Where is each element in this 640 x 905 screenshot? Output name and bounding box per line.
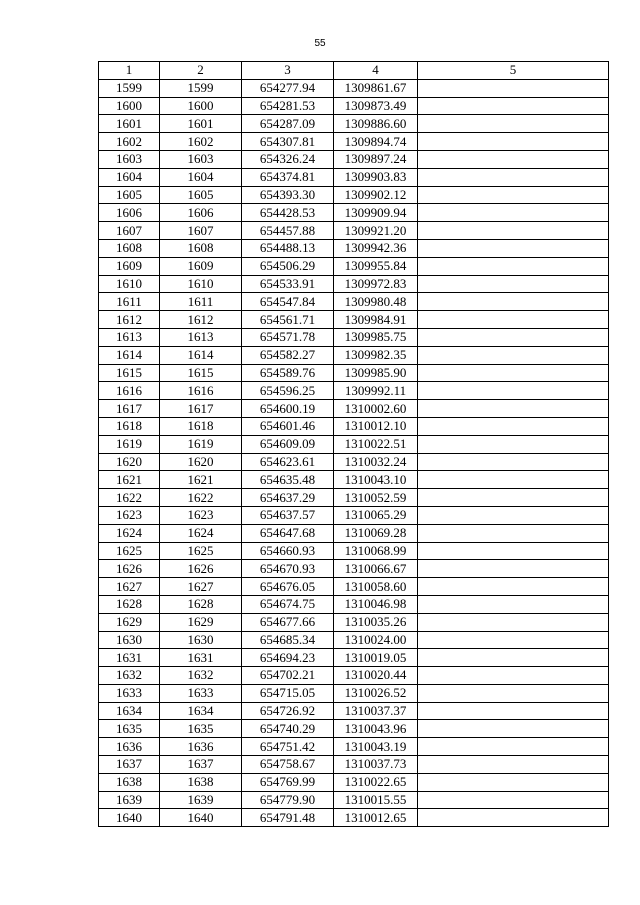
table-row xyxy=(99,115,609,133)
table-cell-col-2: 1610 xyxy=(160,275,242,293)
table-cell-col-1: 1609 xyxy=(99,257,160,275)
table-cell-col-5 xyxy=(418,346,609,364)
table-cell-col-4: 1309886.60 xyxy=(334,115,418,133)
table-cell-col-3: 654726.92 xyxy=(242,702,334,720)
table-cell-col-3: 654758.67 xyxy=(242,756,334,774)
table-cell-col-5 xyxy=(418,684,609,702)
table-row xyxy=(99,239,609,257)
table-cell-col-2: 1619 xyxy=(160,435,242,453)
table-cell-col-2: 1604 xyxy=(160,168,242,186)
table-cell-col-3: 654547.84 xyxy=(242,293,334,311)
table-cell-col-1: 1634 xyxy=(99,702,160,720)
table-row xyxy=(99,150,609,168)
table-cell-col-5 xyxy=(418,578,609,596)
table-cell-col-3: 654582.27 xyxy=(242,346,334,364)
table-cell-col-4: 1310043.19 xyxy=(334,738,418,756)
table-cell-col-5 xyxy=(418,275,609,293)
table-cell-col-5 xyxy=(418,471,609,489)
table-cell-col-2: 1606 xyxy=(160,204,242,222)
table-cell-col-2: 1624 xyxy=(160,524,242,542)
table-cell-col-2: 1630 xyxy=(160,631,242,649)
table-cell-col-5 xyxy=(418,311,609,329)
table-cell-col-5 xyxy=(418,239,609,257)
table-cell-col-5 xyxy=(418,400,609,418)
table-cell-col-4: 1310069.28 xyxy=(334,524,418,542)
table-row xyxy=(99,542,609,560)
table-cell-col-5 xyxy=(418,542,609,560)
table-cell-col-1: 1612 xyxy=(99,311,160,329)
table-row xyxy=(99,524,609,542)
table-cell-col-2: 1622 xyxy=(160,489,242,507)
table-cell-col-1: 1632 xyxy=(99,667,160,685)
table-cell-col-3: 654637.57 xyxy=(242,506,334,524)
table-cell-col-1: 1604 xyxy=(99,168,160,186)
table-cell-col-2: 1639 xyxy=(160,791,242,809)
table-row xyxy=(99,773,609,791)
table-cell-col-3: 654533.91 xyxy=(242,275,334,293)
table-cell-col-1: 1601 xyxy=(99,115,160,133)
table-cell-col-2: 1613 xyxy=(160,328,242,346)
table-cell-col-5 xyxy=(418,667,609,685)
table-cell-col-4: 1310066.67 xyxy=(334,560,418,578)
table-cell-col-2: 1633 xyxy=(160,684,242,702)
table-cell-col-3: 654281.53 xyxy=(242,97,334,115)
table-cell-col-2: 1640 xyxy=(160,809,242,827)
table-cell-col-4: 1310035.26 xyxy=(334,613,418,631)
table-cell-col-4: 1309984.91 xyxy=(334,311,418,329)
table-cell-col-1: 1625 xyxy=(99,542,160,560)
table-cell-col-4: 1310046.98 xyxy=(334,595,418,613)
table-cell-col-5 xyxy=(418,791,609,809)
table-cell-col-4: 1310037.37 xyxy=(334,702,418,720)
table-cell-col-3: 654685.34 xyxy=(242,631,334,649)
table-cell-col-4: 1310002.60 xyxy=(334,400,418,418)
table-cell-col-2: 1627 xyxy=(160,578,242,596)
coordinates-table xyxy=(98,61,609,827)
table-cell-col-1: 1633 xyxy=(99,684,160,702)
table-row xyxy=(99,809,609,827)
table-row xyxy=(99,667,609,685)
table-cell-col-3: 654670.93 xyxy=(242,560,334,578)
table-row xyxy=(99,649,609,667)
table-row xyxy=(99,364,609,382)
table-cell-col-4: 1310037.73 xyxy=(334,756,418,774)
table-cell-col-3: 654623.61 xyxy=(242,453,334,471)
header-col-2: 2 xyxy=(160,62,242,80)
table-cell-col-3: 654600.19 xyxy=(242,400,334,418)
table-cell-col-4: 1309921.20 xyxy=(334,222,418,240)
table-cell-col-1: 1600 xyxy=(99,97,160,115)
table-cell-col-5 xyxy=(418,595,609,613)
table-row xyxy=(99,560,609,578)
table-cell-col-5 xyxy=(418,756,609,774)
table-row xyxy=(99,168,609,186)
table-row xyxy=(99,204,609,222)
table-cell-col-4: 1309972.83 xyxy=(334,275,418,293)
header-row xyxy=(99,62,609,80)
table-row xyxy=(99,756,609,774)
table-cell-col-1: 1630 xyxy=(99,631,160,649)
table-row xyxy=(99,275,609,293)
table-cell-col-3: 654751.42 xyxy=(242,738,334,756)
table-row xyxy=(99,435,609,453)
table-cell-col-2: 1620 xyxy=(160,453,242,471)
table-cell-col-5 xyxy=(418,79,609,97)
table-cell-col-4: 1309873.49 xyxy=(334,97,418,115)
table-cell-col-4: 1310012.10 xyxy=(334,417,418,435)
table-cell-col-3: 654277.94 xyxy=(242,79,334,97)
table-cell-col-3: 654769.99 xyxy=(242,773,334,791)
table-cell-col-3: 654589.76 xyxy=(242,364,334,382)
table-cell-col-4: 1310022.51 xyxy=(334,435,418,453)
table-header xyxy=(99,62,609,80)
table-row xyxy=(99,631,609,649)
table-cell-col-2: 1605 xyxy=(160,186,242,204)
table-cell-col-3: 654677.66 xyxy=(242,613,334,631)
table-cell-col-1: 1617 xyxy=(99,400,160,418)
table-row xyxy=(99,257,609,275)
table-cell-col-1: 1635 xyxy=(99,720,160,738)
table-cell-col-5 xyxy=(418,702,609,720)
table-cell-col-1: 1628 xyxy=(99,595,160,613)
table-cell-col-1: 1631 xyxy=(99,649,160,667)
table-cell-col-3: 654307.81 xyxy=(242,133,334,151)
table-cell-col-2: 1634 xyxy=(160,702,242,720)
table-cell-col-2: 1636 xyxy=(160,738,242,756)
table-cell-col-5 xyxy=(418,649,609,667)
table-cell-col-1: 1637 xyxy=(99,756,160,774)
table-cell-col-1: 1602 xyxy=(99,133,160,151)
table-cell-col-5 xyxy=(418,773,609,791)
table-cell-col-4: 1310043.10 xyxy=(334,471,418,489)
table-cell-col-2: 1625 xyxy=(160,542,242,560)
table-cell-col-1: 1614 xyxy=(99,346,160,364)
table-body xyxy=(99,79,609,826)
table-cell-col-3: 654561.71 xyxy=(242,311,334,329)
table-cell-col-5 xyxy=(418,435,609,453)
table-cell-col-2: 1632 xyxy=(160,667,242,685)
table-cell-col-4: 1309894.74 xyxy=(334,133,418,151)
table-cell-col-3: 654676.05 xyxy=(242,578,334,596)
table-cell-col-5 xyxy=(418,489,609,507)
table-row xyxy=(99,702,609,720)
table-cell-col-4: 1310026.52 xyxy=(334,684,418,702)
table-cell-col-5 xyxy=(418,328,609,346)
table-cell-col-1: 1599 xyxy=(99,79,160,97)
table-row xyxy=(99,417,609,435)
header-col-1: 1 xyxy=(99,62,160,80)
table-cell-col-2: 1635 xyxy=(160,720,242,738)
table-cell-col-1: 1638 xyxy=(99,773,160,791)
header-col-5: 5 xyxy=(418,62,609,80)
table-cell-col-1: 1622 xyxy=(99,489,160,507)
table-cell-col-1: 1618 xyxy=(99,417,160,435)
table-cell-col-3: 654601.46 xyxy=(242,417,334,435)
table-cell-col-4: 1310043.96 xyxy=(334,720,418,738)
table-cell-col-3: 654609.09 xyxy=(242,435,334,453)
table-row xyxy=(99,311,609,329)
table-cell-col-3: 654488.13 xyxy=(242,239,334,257)
table-cell-col-4: 1309942.36 xyxy=(334,239,418,257)
table-cell-col-5 xyxy=(418,133,609,151)
table-row xyxy=(99,613,609,631)
table-cell-col-2: 1617 xyxy=(160,400,242,418)
table-cell-col-1: 1629 xyxy=(99,613,160,631)
table-cell-col-2: 1629 xyxy=(160,613,242,631)
table-cell-col-1: 1640 xyxy=(99,809,160,827)
table-cell-col-5 xyxy=(418,97,609,115)
table-cell-col-3: 654393.30 xyxy=(242,186,334,204)
table-cell-col-3: 654647.68 xyxy=(242,524,334,542)
table-cell-col-2: 1631 xyxy=(160,649,242,667)
table-row xyxy=(99,400,609,418)
table-cell-col-1: 1616 xyxy=(99,382,160,400)
table-cell-col-3: 654791.48 xyxy=(242,809,334,827)
table-cell-col-5 xyxy=(418,168,609,186)
table-cell-col-1: 1627 xyxy=(99,578,160,596)
header-col-4: 4 xyxy=(334,62,418,80)
table-cell-col-3: 654637.29 xyxy=(242,489,334,507)
table-cell-col-4: 1310058.60 xyxy=(334,578,418,596)
table-cell-col-3: 654674.75 xyxy=(242,595,334,613)
table-cell-col-2: 1609 xyxy=(160,257,242,275)
table-cell-col-4: 1310068.99 xyxy=(334,542,418,560)
table-cell-col-3: 654715.05 xyxy=(242,684,334,702)
table-cell-col-2: 1626 xyxy=(160,560,242,578)
table-row xyxy=(99,684,609,702)
table-cell-col-4: 1309861.67 xyxy=(334,79,418,97)
table-cell-col-2: 1612 xyxy=(160,311,242,329)
table-cell-col-5 xyxy=(418,150,609,168)
table-row xyxy=(99,738,609,756)
table-cell-col-4: 1310012.65 xyxy=(334,809,418,827)
table-row xyxy=(99,222,609,240)
table-cell-col-1: 1611 xyxy=(99,293,160,311)
table-cell-col-5 xyxy=(418,560,609,578)
table-cell-col-5 xyxy=(418,382,609,400)
table-cell-col-2: 1628 xyxy=(160,595,242,613)
table-cell-col-4: 1310024.00 xyxy=(334,631,418,649)
table-cell-col-4: 1309955.84 xyxy=(334,257,418,275)
table-cell-col-4: 1310052.59 xyxy=(334,489,418,507)
table-cell-col-5 xyxy=(418,417,609,435)
table-cell-col-1: 1639 xyxy=(99,791,160,809)
table-cell-col-4: 1310020.44 xyxy=(334,667,418,685)
table-cell-col-5 xyxy=(418,506,609,524)
table-cell-col-2: 1603 xyxy=(160,150,242,168)
header-col-3: 3 xyxy=(242,62,334,80)
table-row xyxy=(99,293,609,311)
table-cell-col-4: 1310032.24 xyxy=(334,453,418,471)
table-cell-col-5 xyxy=(418,524,609,542)
table-cell-col-5 xyxy=(418,186,609,204)
table-row xyxy=(99,133,609,151)
table-cell-col-3: 654660.93 xyxy=(242,542,334,560)
table-cell-col-4: 1310015.55 xyxy=(334,791,418,809)
table-cell-col-3: 654694.23 xyxy=(242,649,334,667)
table-cell-col-5 xyxy=(418,453,609,471)
page-number: 55 xyxy=(314,38,326,49)
table-cell-col-3: 654428.53 xyxy=(242,204,334,222)
table-cell-col-4: 1309909.94 xyxy=(334,204,418,222)
table-row xyxy=(99,489,609,507)
table-row xyxy=(99,97,609,115)
table-cell-col-4: 1309985.90 xyxy=(334,364,418,382)
table-cell-col-2: 1616 xyxy=(160,382,242,400)
table-cell-col-4: 1309985.75 xyxy=(334,328,418,346)
table-cell-col-2: 1638 xyxy=(160,773,242,791)
table-cell-col-3: 654740.29 xyxy=(242,720,334,738)
table-cell-col-2: 1615 xyxy=(160,364,242,382)
table-cell-col-1: 1623 xyxy=(99,506,160,524)
table-row xyxy=(99,720,609,738)
table-cell-col-3: 654457.88 xyxy=(242,222,334,240)
table-cell-col-2: 1611 xyxy=(160,293,242,311)
table-cell-col-2: 1602 xyxy=(160,133,242,151)
table-cell-col-5 xyxy=(418,293,609,311)
table-cell-col-1: 1607 xyxy=(99,222,160,240)
table-cell-col-3: 654374.81 xyxy=(242,168,334,186)
table-cell-col-1: 1624 xyxy=(99,524,160,542)
table-cell-col-5 xyxy=(418,115,609,133)
table-cell-col-1: 1620 xyxy=(99,453,160,471)
table-cell-col-2: 1637 xyxy=(160,756,242,774)
table-cell-col-1: 1603 xyxy=(99,150,160,168)
table-cell-col-4: 1309897.24 xyxy=(334,150,418,168)
table-row xyxy=(99,791,609,809)
table-cell-col-4: 1309903.83 xyxy=(334,168,418,186)
table-cell-col-2: 1618 xyxy=(160,417,242,435)
table-cell-col-4: 1309982.35 xyxy=(334,346,418,364)
table-cell-col-5 xyxy=(418,738,609,756)
table-row xyxy=(99,578,609,596)
table-cell-col-4: 1310019.05 xyxy=(334,649,418,667)
table-cell-col-1: 1606 xyxy=(99,204,160,222)
table-cell-col-2: 1621 xyxy=(160,471,242,489)
table-cell-col-5 xyxy=(418,222,609,240)
table-row xyxy=(99,595,609,613)
table-row xyxy=(99,471,609,489)
table-row xyxy=(99,328,609,346)
table-cell-col-5 xyxy=(418,809,609,827)
table-cell-col-3: 654635.48 xyxy=(242,471,334,489)
table-row xyxy=(99,506,609,524)
table-cell-col-5 xyxy=(418,720,609,738)
table-cell-col-4: 1310065.29 xyxy=(334,506,418,524)
table-cell-col-5 xyxy=(418,204,609,222)
table-cell-col-1: 1636 xyxy=(99,738,160,756)
table-cell-col-1: 1610 xyxy=(99,275,160,293)
table-cell-col-3: 654571.78 xyxy=(242,328,334,346)
table-cell-col-3: 654326.24 xyxy=(242,150,334,168)
table-cell-col-5 xyxy=(418,613,609,631)
table-cell-col-1: 1621 xyxy=(99,471,160,489)
table-cell-col-4: 1309992.11 xyxy=(334,382,418,400)
table-cell-col-4: 1309902.12 xyxy=(334,186,418,204)
table-row xyxy=(99,453,609,471)
table-row xyxy=(99,79,609,97)
table-cell-col-2: 1614 xyxy=(160,346,242,364)
table-cell-col-1: 1615 xyxy=(99,364,160,382)
table-cell-col-3: 654287.09 xyxy=(242,115,334,133)
table-cell-col-2: 1607 xyxy=(160,222,242,240)
table-cell-col-5 xyxy=(418,364,609,382)
table-cell-col-3: 654596.25 xyxy=(242,382,334,400)
table-cell-col-5 xyxy=(418,631,609,649)
table-cell-col-3: 654779.90 xyxy=(242,791,334,809)
table-cell-col-5 xyxy=(418,257,609,275)
table-cell-col-2: 1608 xyxy=(160,239,242,257)
table-cell-col-2: 1601 xyxy=(160,115,242,133)
table-cell-col-3: 654702.21 xyxy=(242,667,334,685)
table-row xyxy=(99,186,609,204)
table-cell-col-1: 1608 xyxy=(99,239,160,257)
table-cell-col-1: 1613 xyxy=(99,328,160,346)
table-cell-col-1: 1619 xyxy=(99,435,160,453)
table-cell-col-1: 1626 xyxy=(99,560,160,578)
table-cell-col-4: 1309980.48 xyxy=(334,293,418,311)
table-cell-col-1: 1605 xyxy=(99,186,160,204)
table-cell-col-2: 1600 xyxy=(160,97,242,115)
table-row xyxy=(99,382,609,400)
table-cell-col-3: 654506.29 xyxy=(242,257,334,275)
table-cell-col-2: 1599 xyxy=(160,79,242,97)
table-row xyxy=(99,346,609,364)
table-cell-col-2: 1623 xyxy=(160,506,242,524)
table-cell-col-4: 1310022.65 xyxy=(334,773,418,791)
